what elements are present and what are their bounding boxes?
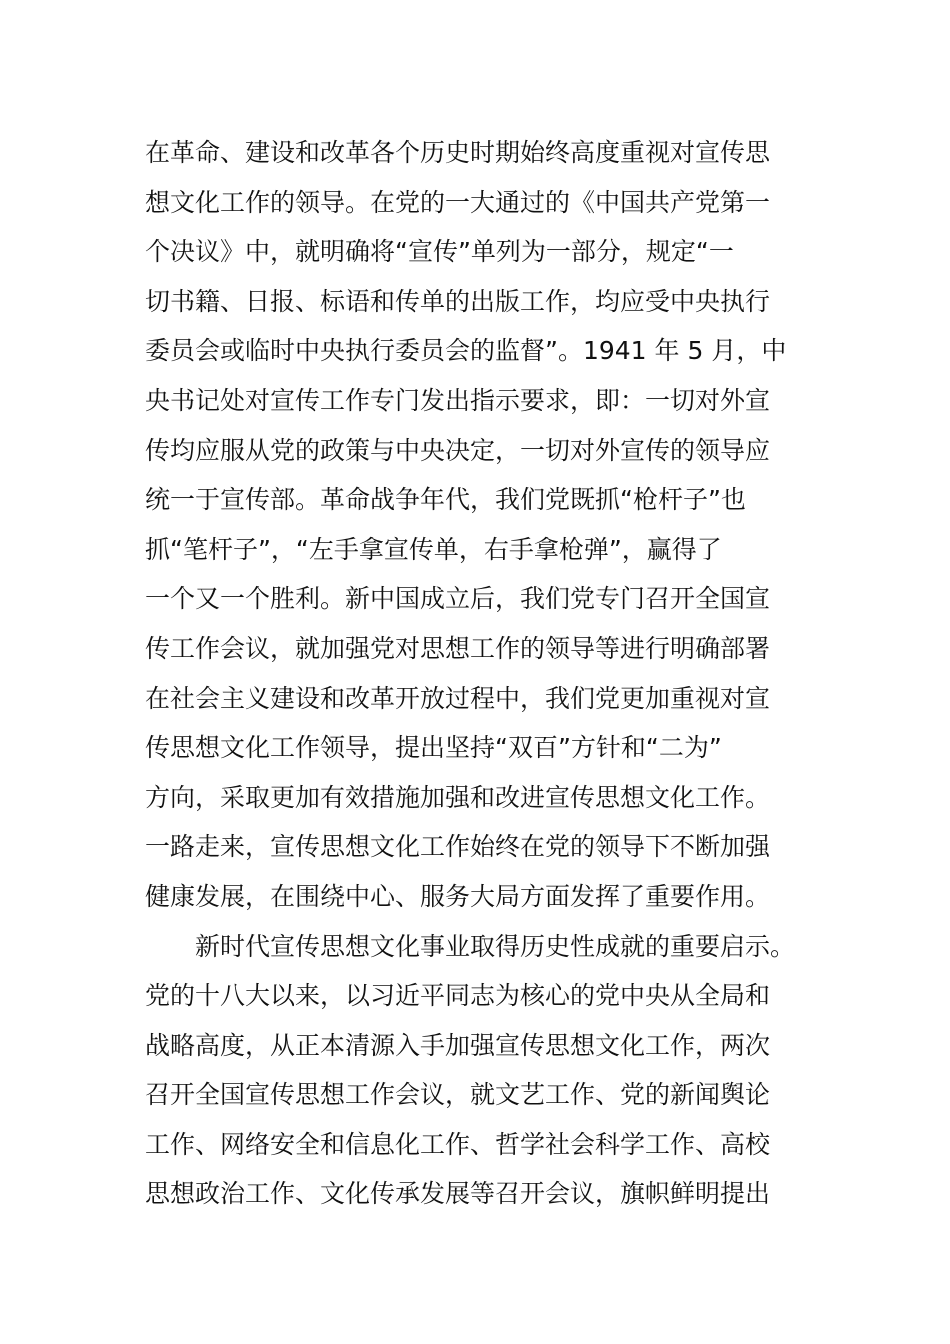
text-line: 在社会主义建设和改革开放过程中，我们党更加重视对宣: [145, 683, 771, 713]
text-line: 在革命、建设和改革各个历史时期始终高度重视对宣传思: [145, 138, 771, 167]
text-line: 方向，采取更加有效措施加强和改进宣传思想文化工作。: [145, 782, 771, 812]
text-line: 一个又一个胜利。新中国成立后，我们党专门召开全国宣: [145, 584, 771, 614]
paragraph-start-line: 新时代宣传思想文化事业取得历史性成就的重要启示。: [195, 931, 796, 961]
text-line: 召开全国宣传思想工作会议，就文艺工作、党的新闻舆论: [145, 1080, 771, 1110]
text-line: 想文化工作的领导。在党的一大通过的《中国共产党第一: [145, 187, 771, 217]
text-line: 传工作会议，就加强党对思想工作的领导等进行明确部署: [145, 633, 771, 663]
text-line: 传思想文化工作领导，提出坚持“双百”方针和“二为”: [145, 733, 722, 763]
text-line: 切书籍、日报、标语和传单的出版工作，均应受中央执行: [145, 286, 771, 316]
text-line: 个决议》中，就明确将“宣传”单列为一部分，规定“一: [145, 237, 734, 267]
document-body: [145, 128, 825, 1219]
text-line: 思想政治工作、文化传承发展等召开会议，旗帜鲜明提出: [145, 1179, 771, 1209]
text-line: 传均应服从党的政策与中央决定，一切对外宣传的领导应: [145, 435, 771, 465]
text-line: 工作、网络安全和信息化工作、哲学社会科学工作、高校: [145, 1129, 771, 1159]
text-line: 党的十八大以来，以习近平同志为核心的党中央从全局和: [145, 981, 771, 1011]
text-line: 委员会或临时中央执行委员会的监督”。1941 年 5 月，中: [145, 336, 787, 366]
text-line: 健康发展，在围绕中心、服务大局方面发挥了重要作用。: [145, 881, 771, 911]
text-line: 统一于宣传部。革命战争年代，我们党既抓“枪杆子”也: [145, 485, 746, 515]
text-line: 央书记处对宣传工作专门发出指示要求，即：一切对外宣: [145, 385, 771, 415]
text-line: 一路走来，宣传思想文化工作始终在党的领导下不断加强: [145, 832, 771, 862]
text-line: 战略高度，从正本清源入手加强宣传思想文化工作，两次: [145, 1030, 771, 1060]
text-line: 抓“笔杆子”，“左手拿宣传单，右手拿枪弹”，赢得了: [145, 534, 722, 564]
